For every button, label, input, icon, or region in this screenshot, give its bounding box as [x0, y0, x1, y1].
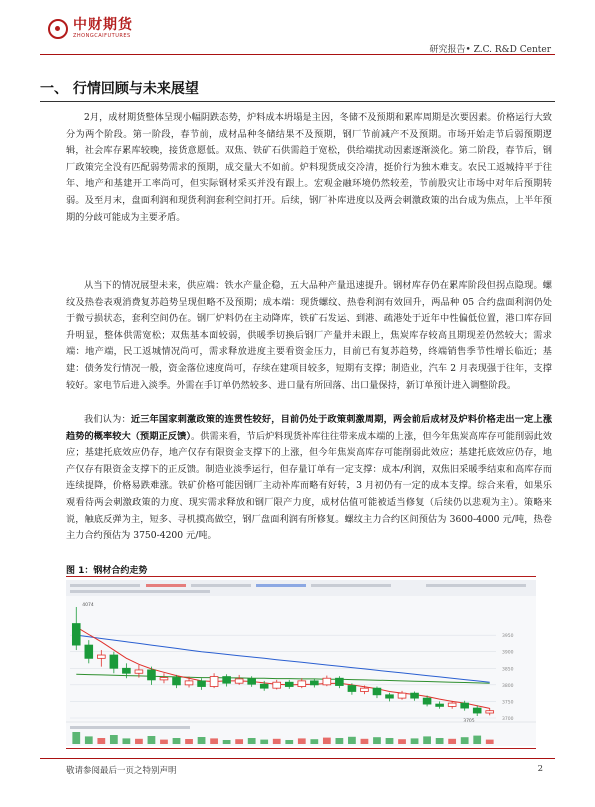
volume-bar [310, 739, 318, 744]
candle [198, 681, 206, 687]
volume-bar [423, 736, 431, 744]
candle [348, 686, 356, 692]
volume-bar [285, 740, 293, 744]
candle [486, 711, 494, 713]
paragraph-review: 2月，成材期货整体呈现小幅阴跌态势，炉料成本坍塌是主因，冬储不及预期和累库周期是次要因素。价格运行大致分为两个阶段。第一阶段，春节前，成材品种冬储结果不及预期，钢厂节前减产不及预期。市场开始走节后弱预期逻辑，社会库存累库较晚，接货意愿低。双焦、铁矿石供需趋于宽松，供给端扰动因素逐渐淡化。第二阶段，春节后，钢厂政策完全没有匹配弱势需求的预期，成交量大不如前。炉料现货成交冷清，挺价行为独木难支。农民工返城持平于往年、地产和基建开工率尚可，但实际钢材采买并没有跟上。宏观金融环境仍然较差，节前股灾让市场中对年后预期转弱。及至月末，盘面利润和现货利润套利空间打开。后续，钢厂补库进度以及两会刺激政策的出台成为焦点，上半年预期的分歧可能成为主要矛盾。 [66, 112, 552, 223]
volume-bar [135, 739, 143, 744]
candle [185, 681, 193, 685]
candle [223, 677, 231, 684]
volume-bar [122, 738, 130, 744]
volume-bar [373, 737, 381, 744]
volume-bar [298, 738, 306, 744]
candle [448, 703, 456, 706]
volume-bar [260, 740, 268, 744]
candle [461, 703, 469, 708]
candle [148, 670, 156, 680]
candle [335, 678, 343, 685]
candle [423, 698, 431, 704]
conclusion-body: 。供需来看，节后炉料现货补库往往带来成本端的上涨，但今年焦炭高库存可能削弱此效应；基建托底效应仍存，地产仅存有限资金支撑下的上涨，但今年焦炭高库存可能削弱此效应；基建托底效应仍存，地产仅存有限资金支撑下的正反馈。制造业淡季运行，但存量订单有一定支撑：成本/利润，双焦旧采暖季结束和高库存而连续提降，价格易跌难涨。铁矿价格可能因钢厂主动补库而略有好转，3 月初仍有一定的成本支撑。综合来看，如果乐观看待两会刺激政策的力度、现实需求释放和钢厂限产力度，成材估值可能被适当修复（后续仍以悲观为主）。策略来说，触底反弹为主，短多、寻机摸高做空，钢厂盘面利润有所修复。螺纹主力合约区间预估为 3600-4000 元/吨，热卷主力合约预估为 3750-4200 元/吨。 [66, 430, 552, 542]
volume-bar [110, 735, 118, 744]
section-divider [40, 101, 555, 102]
volume-bar [235, 739, 243, 744]
candle [386, 695, 394, 698]
volume-bar [348, 737, 356, 744]
volume-bar [411, 738, 419, 744]
steel-contract-chart [66, 580, 536, 746]
volume-bar [185, 739, 193, 744]
logo-icon [48, 19, 68, 39]
candle [97, 655, 105, 658]
logo-name: 中财期货 [73, 17, 133, 33]
volume-bar [386, 738, 394, 744]
volume-bar [273, 739, 281, 744]
conclusion-highlight: 近三年国家刺激政策的连贯性较好，目前仍处于政策刺激周期，两会前后成材及炉料价格走出一定上涨趋势的概率较大（预期正反馈） [66, 414, 553, 442]
candle [361, 688, 369, 691]
conclusion-lead: 我们认为： [84, 414, 131, 425]
y-tick-label: 3950 [502, 634, 514, 640]
disclaimer-note: 敬请参阅最后一页之特别声明 [66, 766, 177, 776]
volume-bar [223, 740, 231, 744]
candle [273, 682, 281, 688]
figure-top-rule [66, 576, 536, 577]
high-annotation: 4074 [82, 603, 94, 608]
volume-bar [436, 738, 444, 744]
y-tick-label: 3800 [502, 683, 514, 689]
y-tick-label: 3750 [502, 700, 514, 706]
candle [248, 679, 256, 684]
chart-legend-bar [66, 580, 536, 596]
candle [298, 681, 306, 687]
volume-bar [486, 740, 494, 744]
candle [160, 678, 168, 680]
candle [210, 677, 218, 687]
candle [135, 670, 143, 673]
candle [373, 688, 381, 695]
volume-bar [148, 736, 156, 744]
volume-bar [448, 739, 456, 744]
candle [473, 708, 481, 713]
page-number: 2 [537, 764, 543, 774]
candle [411, 693, 419, 698]
paragraph-conclusion [66, 412, 552, 545]
candle [436, 704, 444, 706]
y-tick-label: 3850 [502, 667, 514, 673]
volume-bar [461, 737, 469, 744]
candle [173, 678, 181, 685]
volume-bar [85, 736, 93, 744]
candle [72, 624, 80, 646]
paragraph-outlook: 从当下的情况展望未来，供应端：铁水产量企稳，五大品种产量迅速提升。钢材库存仍在累库阶段但拐点隐现。螺纹及热卷表观消费复苏趋势呈现但略不及预期；成本端：现货螺纹、热卷利润有效回升，两品种 05 合约盘面利润仍处于微亏损状态，套利空间仍在。钢厂炉料仍在主动降库，铁矿石发运、到港、疏港处于近年中性偏低位置，港口库存回升明显，整体供需宽松；双焦基本面较弱，供暖季切换后钢厂产量并未跟上，焦炭库存较高且期现差仍然较大；需求端：地产端，民工返城情况尚可，需求释放进度主要看资金压力，目前已有复苏趋势，终端销售季节性增长临近；基建：债务发行情况一般，资金落位速度尚可，存续在建项目较多，短期有支撑；制造业，汽车 2 月表现强于往年，支撑较好。家电节后进入淡季。外需在手订单仍然较多、进口量有所回落、出口量保持，新订单预计进入调整阶段。 [66, 280, 552, 391]
page-header [40, 12, 555, 55]
logo-subname: ZHONGCAIFUTURES [73, 33, 131, 39]
volume-bar [361, 739, 369, 744]
section-title: 一、 行情回顾与未来展望 [40, 81, 199, 97]
volume-bar [323, 738, 331, 744]
company-logo [48, 18, 133, 39]
volume-bar [72, 732, 80, 744]
candle [260, 684, 268, 688]
low-annotation: 3705 [463, 719, 475, 725]
candle [122, 668, 130, 673]
candle [85, 645, 93, 658]
volume-bar [398, 739, 406, 744]
volume-bar [160, 740, 168, 744]
candle [310, 681, 318, 685]
candle [323, 678, 331, 685]
volume-bar [97, 738, 105, 744]
candle [110, 655, 118, 668]
volume-bar [210, 738, 218, 744]
volume-bar [473, 736, 481, 744]
figure-bottom-rule [66, 748, 536, 749]
volume-bar [335, 738, 343, 744]
volume-legend [70, 726, 190, 729]
volume-bar [198, 737, 206, 744]
volume-bar [173, 738, 181, 744]
candle [285, 682, 293, 686]
y-tick-label: 3700 [502, 717, 514, 722]
report-label: 研究报告• Z.C. R&D Center [429, 45, 551, 55]
footer-divider [40, 758, 555, 759]
volume-bar [248, 738, 256, 744]
figure-caption: 图 1：钢材合约走势 [66, 566, 148, 576]
y-tick-label: 3900 [502, 650, 514, 656]
candle [398, 693, 406, 698]
candle [235, 679, 243, 683]
